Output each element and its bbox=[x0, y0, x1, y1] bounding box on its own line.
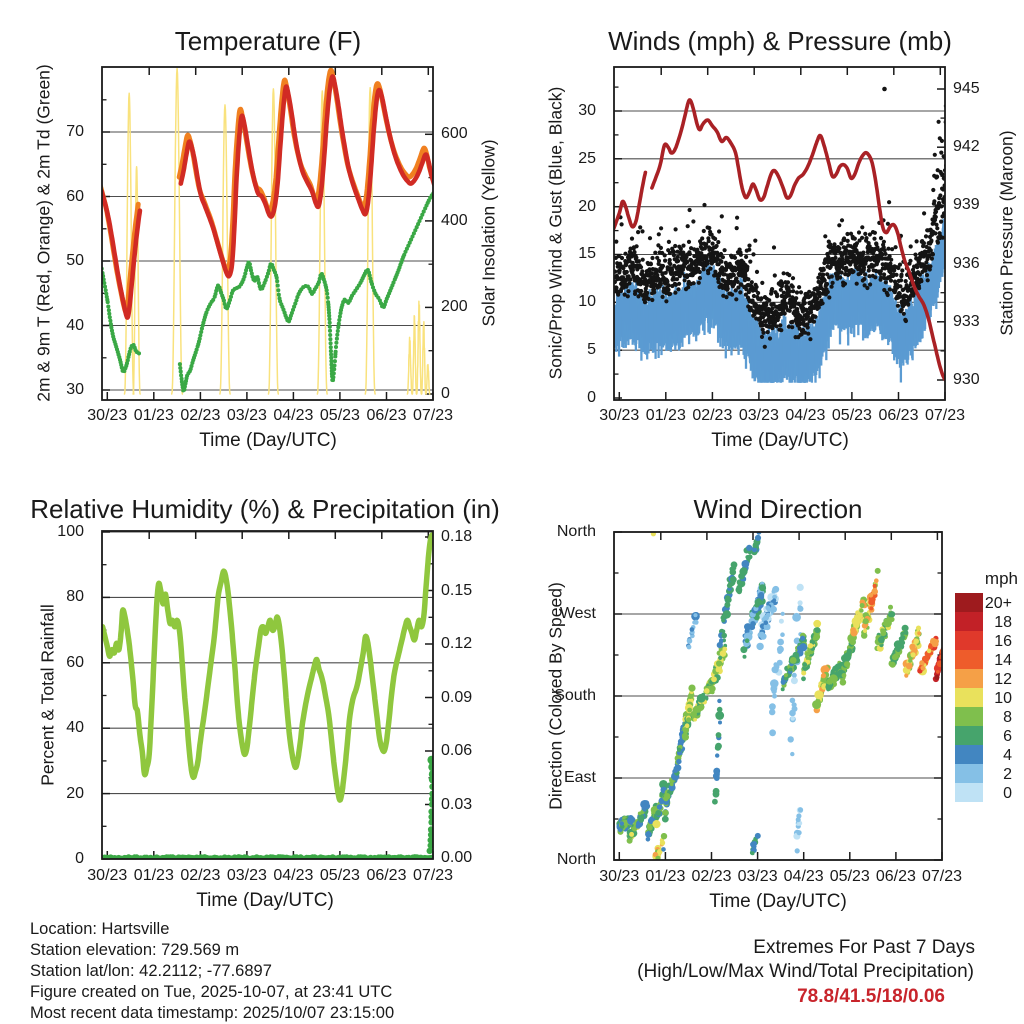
tl-xtick-30/23: 30/23 bbox=[87, 407, 128, 424]
tr-ytick-15: 15 bbox=[578, 245, 596, 263]
tr-ytick-10: 10 bbox=[578, 293, 596, 311]
tl-ytick-30: 30 bbox=[66, 381, 84, 398]
winds-pressure-chart-title: Winds (mph) & Pressure (mb) bbox=[608, 26, 952, 56]
br-ytick-North: North bbox=[556, 851, 596, 868]
bl-ytick-80: 80 bbox=[66, 588, 84, 606]
colorbar-title: mph bbox=[984, 569, 1018, 588]
tr-xtick-07/23: 07/23 bbox=[924, 407, 966, 424]
colorbar-label-12: 12 bbox=[994, 670, 1012, 688]
tl-xtick-01/23: 01/23 bbox=[133, 407, 174, 424]
bl-ytick-0.18: 0.18 bbox=[441, 528, 473, 545]
tl-ytick-600: 600 bbox=[441, 125, 468, 143]
tr-xtick-04/23: 04/23 bbox=[785, 407, 826, 424]
bl-ytick-0.09: 0.09 bbox=[441, 688, 473, 706]
bl-ytick-100: 100 bbox=[57, 523, 84, 540]
direction-yaxis-left-label: Direction (Colored By Speed) bbox=[545, 582, 566, 810]
bl-xtick-30/23: 30/23 bbox=[87, 867, 128, 884]
bl-ytick-20: 20 bbox=[66, 784, 84, 802]
humidity-xaxis-label: Time (Day/UTC) bbox=[196, 890, 334, 911]
wind-gust-yaxis-left-label: Sonic/Prop Wind & Gust (Blue, Black) bbox=[545, 86, 566, 380]
bl-xtick-03/23: 03/23 bbox=[226, 867, 267, 884]
bl-xtick-06/23: 06/23 bbox=[366, 867, 407, 884]
bl-xtick-01/23: 01/23 bbox=[133, 867, 174, 884]
tr-xtick-01/23: 01/23 bbox=[645, 407, 686, 424]
tr-ytick-930: 930 bbox=[953, 371, 980, 388]
bl-ytick-60: 60 bbox=[66, 653, 84, 671]
extremes-values: 78.8/41.5/18/0.06 bbox=[797, 986, 945, 1007]
tr-xtick-06/23: 06/23 bbox=[878, 407, 919, 424]
station-pressure-yaxis-right-label: Station Pressure (Maroon) bbox=[996, 130, 1017, 336]
tr-ytick-945: 945 bbox=[953, 80, 980, 97]
solar-insolation-yaxis-right-label: Solar Insolation (Yellow) bbox=[478, 139, 499, 327]
tl-ytick-60: 60 bbox=[66, 187, 84, 205]
tr-ytick-933: 933 bbox=[953, 312, 980, 330]
tl-ytick-0: 0 bbox=[441, 385, 450, 402]
tl-ytick-40: 40 bbox=[66, 316, 84, 334]
percent-rainfall-yaxis-left-label: Percent & Total Rainfall bbox=[37, 604, 58, 786]
temperature-chart-title: Temperature (F) bbox=[174, 26, 362, 56]
colorbar-label-10: 10 bbox=[994, 689, 1012, 707]
tl-ytick-400: 400 bbox=[441, 211, 468, 229]
br-xtick-07/23: 07/23 bbox=[921, 868, 963, 885]
tr-ytick-0: 0 bbox=[587, 389, 596, 406]
winds-xaxis-label: Time (Day/UTC) bbox=[711, 430, 849, 451]
br-xtick-05/23: 05/23 bbox=[829, 868, 870, 885]
colorbar-label-16: 16 bbox=[994, 632, 1012, 650]
colorbar-label-6: 6 bbox=[1003, 727, 1012, 745]
tl-xtick-04/23: 04/23 bbox=[273, 407, 314, 424]
br-ytick-West: West bbox=[559, 605, 596, 622]
humidity-precip-chart-title: Relative Humidity (%) & Precipitation (in) bbox=[30, 494, 500, 524]
bl-xtick-02/23: 02/23 bbox=[180, 867, 221, 884]
bl-ytick-0: 0 bbox=[75, 850, 84, 867]
tr-ytick-5: 5 bbox=[587, 341, 596, 359]
extremes-heading: Extremes For Past 7 Days bbox=[753, 937, 975, 958]
br-xtick-01/23: 01/23 bbox=[645, 868, 686, 885]
br-ytick-South: South bbox=[554, 687, 596, 704]
bl-xtick-04/23: 04/23 bbox=[273, 867, 314, 884]
br-xtick-02/23: 02/23 bbox=[691, 868, 732, 885]
figure-created-timestamp: Figure created on Tue, 2025-10-07, at 23:41 UTC bbox=[30, 983, 393, 1001]
tr-ytick-30: 30 bbox=[578, 101, 596, 119]
tr-xtick-03/23: 03/23 bbox=[738, 407, 779, 424]
tl-xtick-03/23: 03/23 bbox=[226, 407, 267, 424]
tr-xtick-02/23: 02/23 bbox=[692, 407, 733, 424]
colorbar-label-14: 14 bbox=[994, 651, 1012, 669]
tl-xtick-06/23: 06/23 bbox=[366, 407, 407, 424]
colorbar-label-20+: 20+ bbox=[984, 594, 1012, 612]
station-elevation: Station elevation: 729.569 m bbox=[30, 941, 240, 959]
tl-xtick-07/23: 07/23 bbox=[412, 407, 454, 424]
temperature-xaxis-label: Time (Day/UTC) bbox=[199, 430, 337, 451]
bl-ytick-0.03: 0.03 bbox=[441, 795, 473, 813]
br-ytick-East: East bbox=[563, 769, 596, 786]
bl-ytick-0.12: 0.12 bbox=[441, 635, 473, 652]
wind-direction-chart-title: Wind Direction bbox=[693, 494, 863, 524]
colorbar-label-2: 2 bbox=[1003, 765, 1012, 783]
br-ytick-North: North bbox=[556, 523, 596, 540]
tr-ytick-25: 25 bbox=[578, 149, 596, 167]
tl-xtick-05/23: 05/23 bbox=[319, 407, 360, 424]
temperature-yaxis-left-label: 2m & 9m T (Red, Orange) & 2m Td (Green) bbox=[33, 64, 54, 402]
station-location: Location: Hartsville bbox=[30, 920, 170, 938]
colorbar-label-18: 18 bbox=[994, 613, 1012, 631]
colorbar-label-0: 0 bbox=[1003, 784, 1012, 802]
bl-ytick-0.15: 0.15 bbox=[441, 581, 473, 599]
tr-ytick-20: 20 bbox=[578, 197, 596, 215]
bl-ytick-0.06: 0.06 bbox=[441, 742, 473, 759]
extremes-subheading: (High/Low/Max Wind/Total Precipitation) bbox=[637, 961, 974, 982]
bl-xtick-07/23: 07/23 bbox=[412, 867, 454, 884]
tl-xtick-02/23: 02/23 bbox=[180, 407, 221, 424]
tr-ytick-939: 939 bbox=[953, 196, 980, 214]
tl-ytick-70: 70 bbox=[66, 123, 84, 140]
tr-xtick-05/23: 05/23 bbox=[831, 407, 872, 424]
wind-direction-xaxis-label: Time (Day/UTC) bbox=[709, 891, 847, 912]
station-latlon: Station lat/lon: 42.2112; -77.6897 bbox=[30, 962, 272, 980]
br-xtick-03/23: 03/23 bbox=[737, 868, 778, 885]
tr-ytick-942: 942 bbox=[953, 138, 980, 156]
tr-ytick-936: 936 bbox=[953, 254, 980, 272]
most-recent-data-timestamp: Most recent data timestamp: 2025/10/07 23:15:00 bbox=[30, 1004, 395, 1022]
tl-ytick-50: 50 bbox=[66, 252, 84, 269]
bl-ytick-40: 40 bbox=[66, 719, 84, 737]
bl-xtick-05/23: 05/23 bbox=[319, 867, 360, 884]
tl-ytick-200: 200 bbox=[441, 298, 468, 316]
br-xtick-30/23: 30/23 bbox=[599, 868, 640, 885]
bl-ytick-0.00: 0.00 bbox=[441, 849, 473, 866]
br-xtick-04/23: 04/23 bbox=[783, 868, 824, 885]
br-xtick-06/23: 06/23 bbox=[875, 868, 916, 885]
tr-xtick-30/23: 30/23 bbox=[599, 407, 640, 424]
colorbar-label-4: 4 bbox=[1003, 746, 1012, 764]
colorbar-label-8: 8 bbox=[1003, 708, 1012, 726]
